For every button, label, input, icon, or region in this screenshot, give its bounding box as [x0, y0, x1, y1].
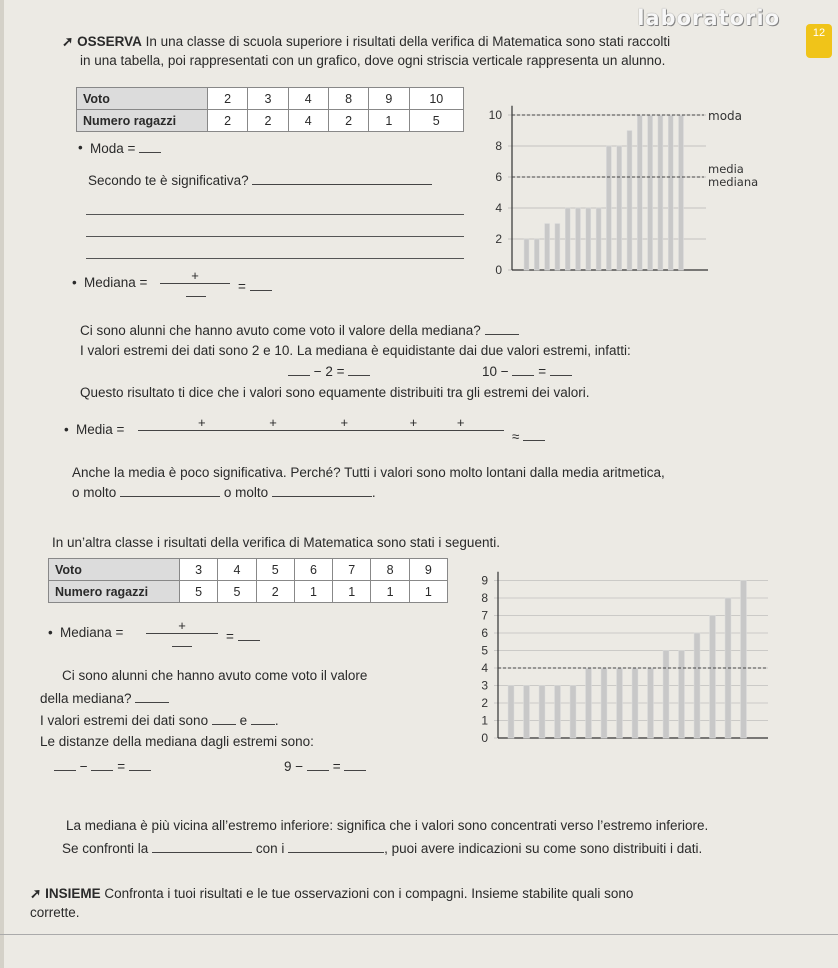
- moda-label: moda: [708, 109, 743, 123]
- bar: [586, 208, 591, 270]
- table-row: [49, 559, 448, 581]
- table-cell: 5: [409, 110, 463, 132]
- y-tick-label: 0: [495, 263, 502, 277]
- y-tick-label: 5: [481, 643, 488, 658]
- answer-blank[interactable]: [139, 140, 161, 153]
- bar: [632, 668, 638, 738]
- table-cell: 8: [328, 88, 368, 110]
- bar: [565, 208, 570, 270]
- table-cell: 9: [409, 559, 447, 581]
- answer-blank[interactable]: [512, 363, 534, 376]
- bar: [668, 115, 673, 270]
- y-tick-label: 6: [495, 170, 502, 184]
- bar: [648, 668, 654, 738]
- conclusione-line: La mediana è più vicina all’estremo inferiore: significa che i valori sono concentrati verso l’estremo inferiore.: [66, 818, 709, 833]
- y-tick-label: 2: [481, 696, 488, 710]
- table-row: [77, 88, 464, 110]
- fraction-denominator[interactable]: [185, 284, 207, 300]
- table-cell: 4: [288, 110, 328, 132]
- distanza-inferiore: − =: [54, 758, 151, 774]
- table-cell: 2: [208, 110, 248, 132]
- arrow-icon: ➚: [30, 886, 46, 901]
- table-cell: 7: [333, 559, 371, 581]
- table-cell: 6: [294, 559, 332, 581]
- answer-blank[interactable]: [212, 712, 236, 725]
- equals-blank: =: [238, 278, 272, 294]
- media-formula: • Media =: [76, 422, 124, 437]
- media-numerator[interactable]: + + + + +: [138, 415, 504, 431]
- answer-blank[interactable]: [120, 484, 220, 497]
- table-cell: 2: [256, 581, 294, 603]
- bar: [539, 686, 545, 739]
- answer-line[interactable]: [86, 214, 464, 215]
- table-cell: 8: [371, 559, 409, 581]
- bar: [679, 115, 684, 270]
- table-cell: 1: [333, 581, 371, 603]
- table-cell: 3: [180, 559, 218, 581]
- chart-voti-2: [470, 560, 770, 752]
- answer-blank[interactable]: [344, 758, 366, 771]
- answer-blank[interactable]: [152, 840, 252, 853]
- table-cell: 2: [328, 110, 368, 132]
- risultato-line: Questo risultato ti dice che i valori sono equamente distribuiti tra gli estremi dei valori.: [80, 385, 590, 400]
- y-tick-label: 8: [495, 139, 502, 153]
- answer-blank[interactable]: [348, 363, 370, 376]
- bar: [524, 239, 529, 270]
- bar: [658, 115, 663, 270]
- table-cell: 9: [369, 88, 409, 110]
- table-cell: 2: [248, 110, 288, 132]
- bar: [534, 239, 539, 270]
- q2-line1: Ci sono alunni che hanno avuto come voto il valore: [62, 668, 368, 683]
- bar: [596, 208, 601, 270]
- y-tick-label: 6: [481, 626, 488, 640]
- y-tick-label: 4: [481, 661, 488, 675]
- anche-line2: o molto o molto .: [72, 485, 376, 500]
- insieme-line1: ➚ INSIEME Confronta i tuoi risultati e le tue osservazioni con i compagni. Insieme stabilite quali sono: [30, 886, 634, 901]
- significativa-line: Secondo te è significativa?: [88, 172, 432, 188]
- y-tick-label: 0: [481, 731, 488, 745]
- bar: [508, 686, 514, 739]
- confronti-line: Se confronti la con i , puoi avere indicazioni su come sono distribuiti i dati.: [62, 841, 703, 856]
- section2-intro: In un’altra classe i risultati della verifica di Matematica sono stati i seguenti.: [52, 535, 500, 550]
- arrow-icon: ➚: [62, 34, 78, 49]
- bar: [679, 651, 685, 739]
- table-cell: 2: [208, 88, 248, 110]
- moda-line: • Moda =: [90, 140, 161, 156]
- approx-blank: ≈: [512, 428, 545, 444]
- answer-blank[interactable]: [129, 758, 151, 771]
- estremi-line: I valori estremi dei dati sono 2 e 10. La mediana è equidistante dai due valori estremi, infatti:: [80, 343, 631, 358]
- answer-line[interactable]: [86, 236, 464, 237]
- bar: [617, 146, 622, 270]
- y-tick-label: 4: [495, 201, 502, 215]
- mediana-label: mediana: [708, 175, 759, 189]
- ten-minus-line: 10 − =: [482, 363, 572, 379]
- answer-blank[interactable]: [54, 758, 76, 771]
- answer-blank[interactable]: [485, 322, 519, 335]
- answer-blank[interactable]: [250, 278, 272, 291]
- q2-line2: della mediana?: [40, 690, 169, 706]
- answer-blank[interactable]: [135, 690, 169, 703]
- page-bottom-rule: [0, 934, 838, 935]
- answer-blank[interactable]: [91, 758, 113, 771]
- table-cell: 10: [409, 88, 463, 110]
- answer-blank[interactable]: [238, 628, 260, 641]
- mediana2-formula: • Mediana =: [60, 625, 123, 640]
- osserva-line1: ➚ OSSERVA In una classe di scuola superiore i risultati della verifica di Matematica sono stati raccolti: [62, 34, 671, 49]
- answer-blank[interactable]: [523, 428, 545, 441]
- answer-blank[interactable]: [288, 363, 310, 376]
- bar: [637, 115, 642, 270]
- chart-voti-1: [476, 100, 776, 285]
- y-tick-label: 9: [481, 573, 488, 588]
- answer-blank[interactable]: [251, 712, 275, 725]
- bar: [586, 668, 592, 738]
- y-tick-label: 7: [481, 608, 488, 623]
- bar: [555, 686, 561, 739]
- table-header-numero: Numero ragazzi: [77, 110, 208, 132]
- table-cell: 5: [180, 581, 218, 603]
- bar: [545, 224, 550, 271]
- table-row: [49, 581, 448, 603]
- table-header-numero: Numero ragazzi: [49, 581, 180, 603]
- osserva-line2: in una tabella, poi rappresentati con un grafico, dove ogni striscia verticale rappresenta un alunno.: [80, 53, 666, 68]
- y-tick-label: 2: [495, 232, 502, 246]
- answer-blank[interactable]: [252, 172, 432, 185]
- answer-blank[interactable]: [272, 484, 372, 497]
- bar: [741, 581, 747, 739]
- mediana-formula: • Mediana =: [84, 275, 147, 290]
- fraction-numerator: +: [160, 268, 230, 284]
- answer-blank[interactable]: [550, 363, 572, 376]
- page-margin: [0, 0, 4, 968]
- table-cell: 4: [288, 88, 328, 110]
- bar: [694, 633, 700, 738]
- table-row: [77, 110, 464, 132]
- y-tick-label: 8: [481, 591, 488, 605]
- fraction-denominator[interactable]: [171, 634, 193, 650]
- page-tab: 12: [806, 24, 832, 58]
- bar: [710, 616, 716, 739]
- bar: [617, 668, 623, 738]
- answer-line[interactable]: [86, 258, 464, 259]
- table-cell: 5: [218, 581, 256, 603]
- equals-blank: =: [226, 628, 260, 644]
- page-title: laboratorio: [637, 6, 780, 30]
- bar: [648, 115, 653, 270]
- distanza-superiore: 9 − =: [284, 758, 366, 774]
- bar: [606, 146, 611, 270]
- minus2-line: − 2 =: [288, 363, 370, 379]
- anche-line1: Anche la media è poco significativa. Perché? Tutti i valori sono molto lontani dalla media aritmetica,: [72, 465, 665, 480]
- table-cell: 1: [369, 110, 409, 132]
- table-header-voto: Voto: [49, 559, 180, 581]
- table-voti-2: [48, 558, 448, 603]
- q-mediana: Ci sono alunni che hanno avuto come voto il valore della mediana?: [80, 322, 519, 338]
- table-cell: 4: [218, 559, 256, 581]
- table-cell: 3: [248, 88, 288, 110]
- bar: [570, 686, 576, 739]
- bar: [627, 131, 632, 271]
- y-tick-label: 3: [481, 678, 488, 693]
- answer-blank[interactable]: [307, 758, 329, 771]
- table-header-voto: Voto: [77, 88, 208, 110]
- distanze-line: Le distanze della mediana dagli estremi sono:: [40, 734, 314, 749]
- bar: [576, 208, 581, 270]
- y-tick-label: 10: [488, 108, 502, 122]
- bar: [663, 651, 669, 739]
- table-voti-1: [76, 87, 464, 132]
- bar: [524, 686, 530, 739]
- bar: [601, 668, 607, 738]
- table-cell: 1: [409, 581, 447, 603]
- bar: [555, 224, 560, 271]
- estremi2-line: I valori estremi dei dati sono e .: [40, 713, 279, 728]
- y-tick-label: 1: [481, 713, 488, 728]
- insieme-line2: corrette.: [30, 905, 80, 920]
- table-cell: 1: [294, 581, 332, 603]
- answer-blank[interactable]: [288, 840, 384, 853]
- table-cell: 5: [256, 559, 294, 581]
- fraction-numerator[interactable]: +: [146, 618, 218, 634]
- table-cell: 1: [371, 581, 409, 603]
- media-label: media: [708, 162, 744, 176]
